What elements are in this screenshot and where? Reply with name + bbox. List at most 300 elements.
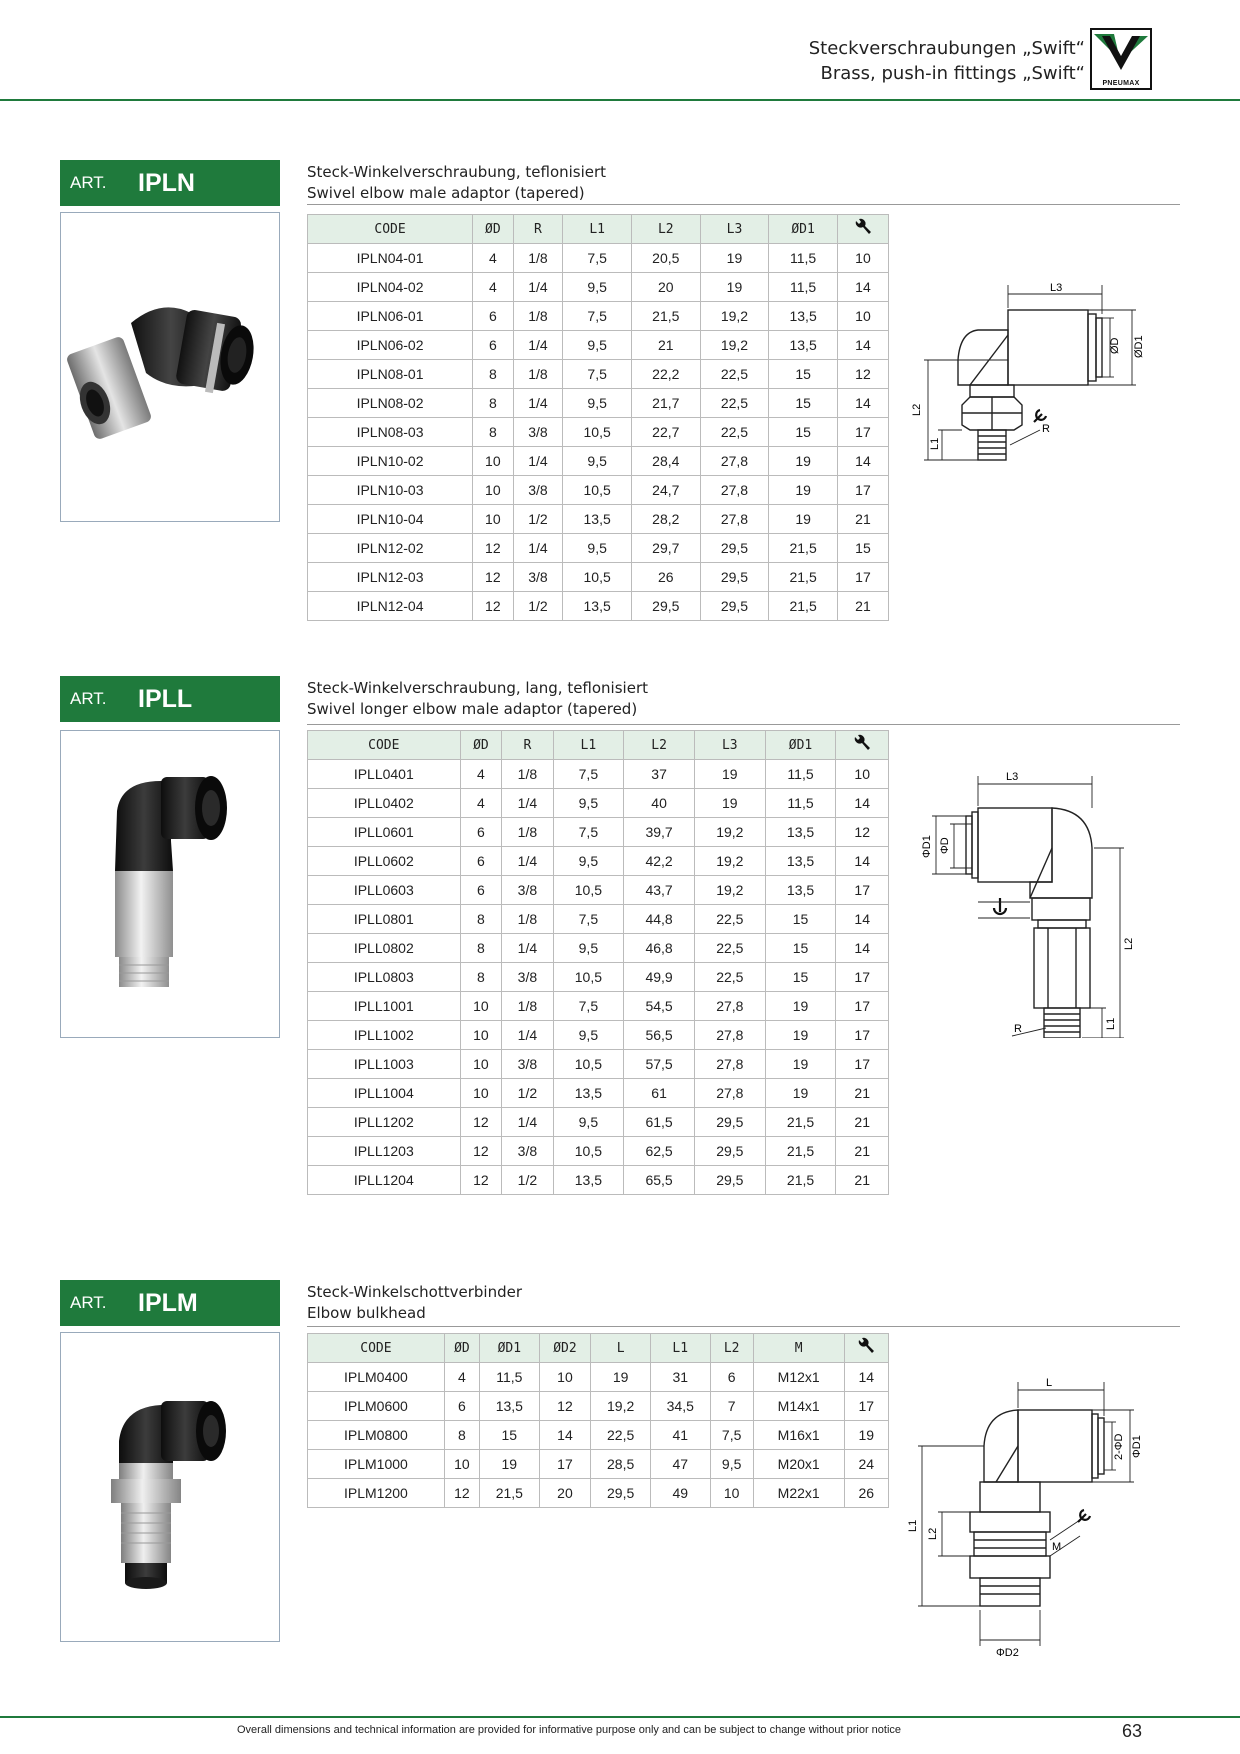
table-cell: 9,5: [553, 1108, 624, 1137]
table-cell: 22,5: [694, 963, 765, 992]
table-cell: 20: [539, 1479, 591, 1508]
table-cell: 1/8: [502, 992, 553, 1021]
table-cell: 41: [650, 1421, 710, 1450]
table-cell: 9,5: [710, 1450, 753, 1479]
column-header: L1: [553, 731, 624, 760]
wrench-icon: [837, 215, 888, 244]
table-cell: 9,5: [563, 331, 632, 360]
table-cell: 13,5: [765, 847, 836, 876]
table-cell: 15: [769, 389, 838, 418]
table-cell: 9,5: [563, 447, 632, 476]
table-row: [308, 331, 889, 360]
table-cell: 21,5: [769, 534, 838, 563]
table-cell: 22,2: [631, 360, 700, 389]
table-cell: 19: [700, 273, 769, 302]
table-cell: 10: [473, 447, 513, 476]
table-row: [308, 476, 889, 505]
table-cell: 17: [539, 1450, 591, 1479]
table-cell: 21: [836, 1166, 889, 1195]
table-cell: 14: [837, 273, 888, 302]
table-cell: 29,5: [694, 1166, 765, 1195]
logo-mark-icon: [1092, 30, 1150, 78]
table-cell: 19,2: [694, 818, 765, 847]
table-cell: 17: [844, 1392, 888, 1421]
table-cell: 14: [836, 789, 889, 818]
table-cell: 22,5: [591, 1421, 651, 1450]
table-cell: 21: [837, 592, 888, 621]
table-cell: 12: [837, 360, 888, 389]
table-row: [308, 389, 889, 418]
table-cell: 27,8: [700, 476, 769, 505]
table-cell: 9,5: [553, 934, 624, 963]
table-cell: 34,5: [650, 1392, 710, 1421]
column-header: R: [513, 215, 563, 244]
table-row: [308, 789, 889, 818]
table-row: [308, 592, 889, 621]
dim-label: L2: [1123, 937, 1135, 950]
table-cell: 29,5: [591, 1479, 651, 1508]
table-cell: 17: [836, 1050, 889, 1079]
column-header: ØD: [473, 215, 513, 244]
table-cell: 20,5: [631, 244, 700, 273]
dim-label: R: [1014, 1023, 1022, 1035]
table-cell: 21,5: [765, 1108, 836, 1137]
table-cell: 10: [460, 1079, 502, 1108]
table-cell: 19,2: [591, 1392, 651, 1421]
table-cell: 7,5: [563, 360, 632, 389]
wrench-icon: [978, 898, 1030, 918]
table-cell: 15: [769, 360, 838, 389]
table-cell: 17: [837, 476, 888, 505]
table-row: [308, 934, 889, 963]
table-cell: 28,2: [631, 505, 700, 534]
table-cell: 15: [765, 963, 836, 992]
table-cell: 10,5: [553, 963, 624, 992]
table-cell: 9,5: [553, 1021, 624, 1050]
table-cell: 10,5: [553, 1137, 624, 1166]
table-cell: 19: [765, 1079, 836, 1108]
table-cell: 1/8: [502, 818, 553, 847]
elbow-fitting-image: [61, 213, 279, 521]
table-cell: 37: [624, 760, 695, 789]
dim-label: L2: [911, 403, 923, 416]
table-cell: 1/2: [513, 505, 563, 534]
table-cell: 17: [836, 963, 889, 992]
table-row: [308, 1079, 889, 1108]
table-cell: 31: [650, 1363, 710, 1392]
product-code: IPLM0800: [308, 1421, 445, 1450]
product-code: IPLL1202: [308, 1108, 461, 1137]
product-code: IPLN12-03: [308, 563, 473, 592]
table-cell: 22,5: [700, 418, 769, 447]
table-cell: 40: [624, 789, 695, 818]
table-row: [308, 1479, 889, 1508]
bulkhead-elbow-image: [61, 1333, 279, 1641]
table-row: [308, 1450, 889, 1479]
table-cell: 10: [710, 1479, 753, 1508]
table-cell: 8: [460, 905, 502, 934]
table-cell: 7: [710, 1392, 753, 1421]
table-cell: 19: [769, 505, 838, 534]
product-code: IPLM0600: [308, 1392, 445, 1421]
table-cell: 10,5: [563, 563, 632, 592]
table-cell: 24: [844, 1450, 888, 1479]
dim-label: ØD: [1109, 337, 1121, 354]
header-rule: [0, 99, 1240, 101]
title-de: Steck-Winkelverschraubung, teflonisiert: [307, 163, 607, 181]
column-header: R: [502, 731, 553, 760]
table-cell: 65,5: [624, 1166, 695, 1195]
column-header: L1: [650, 1334, 710, 1363]
table-cell: 1/8: [513, 360, 563, 389]
product-photo: [60, 212, 280, 522]
column-header: ØD1: [480, 1334, 540, 1363]
product-code: IPLN08-01: [308, 360, 473, 389]
title-en: Swivel longer elbow male adaptor (tapered): [307, 700, 638, 718]
table-cell: 11,5: [765, 760, 836, 789]
dim-label: L: [1046, 1377, 1053, 1389]
table-cell: 13,5: [765, 876, 836, 905]
table-row: [308, 418, 889, 447]
table-row: [308, 1166, 889, 1195]
table-cell: 21,7: [631, 389, 700, 418]
table-cell: 21,5: [480, 1479, 540, 1508]
table-cell: 42,2: [624, 847, 695, 876]
table-cell: M14x1: [753, 1392, 844, 1421]
table-cell: 6: [460, 847, 502, 876]
table-cell: 1/2: [502, 1166, 553, 1195]
table-cell: 10: [460, 1050, 502, 1079]
product-code: IPLN04-01: [308, 244, 473, 273]
table-cell: 21,5: [631, 302, 700, 331]
column-header: L1: [563, 215, 632, 244]
table-cell: 8: [473, 418, 513, 447]
table-cell: 17: [836, 876, 889, 905]
table-cell: 21,5: [769, 592, 838, 621]
table-cell: 17: [836, 1021, 889, 1050]
table-cell: 14: [837, 331, 888, 360]
art-code: IPLN: [138, 169, 195, 197]
wrench-icon: [836, 731, 889, 760]
table-cell: 20: [631, 273, 700, 302]
table-cell: 61,5: [624, 1108, 695, 1137]
table-cell: 14: [836, 905, 889, 934]
table-cell: 13,5: [563, 505, 632, 534]
table-header-row: [308, 1334, 889, 1363]
column-header: ØD1: [765, 731, 836, 760]
table-cell: 13,5: [765, 818, 836, 847]
table-cell: 17: [837, 563, 888, 592]
table-cell: 27,8: [694, 1050, 765, 1079]
table-cell: 21: [836, 1079, 889, 1108]
table-cell: 6: [473, 331, 513, 360]
dim-label: L1: [1105, 1017, 1117, 1030]
table-cell: 9,5: [563, 534, 632, 563]
table-cell: 21,5: [769, 563, 838, 592]
art-label-bar: [60, 1280, 280, 1326]
product-code: IPLM0400: [308, 1363, 445, 1392]
column-header: ØD1: [769, 215, 838, 244]
table-cell: 14: [539, 1421, 591, 1450]
table-cell: 27,8: [694, 1021, 765, 1050]
product-code: IPLL0602: [308, 847, 461, 876]
dim-label: L1: [929, 437, 941, 450]
table-cell: 10: [473, 476, 513, 505]
table-cell: 9,5: [563, 273, 632, 302]
table-cell: 8: [460, 934, 502, 963]
column-header: L2: [631, 215, 700, 244]
page-header: [809, 36, 1085, 86]
table-cell: 7,5: [710, 1421, 753, 1450]
title-rule: [307, 204, 1180, 205]
table-cell: 19: [844, 1421, 888, 1450]
table-cell: 29,5: [631, 592, 700, 621]
product-code: IPLN04-02: [308, 273, 473, 302]
table-cell: 1/2: [513, 592, 563, 621]
art-code: IPLL: [138, 685, 193, 713]
table-cell: 10,5: [563, 418, 632, 447]
table-cell: 10: [539, 1363, 591, 1392]
table-cell: 6: [460, 876, 502, 905]
table-row: [308, 905, 889, 934]
column-header: L2: [624, 731, 695, 760]
column-header: ØD2: [539, 1334, 591, 1363]
table-cell: 17: [836, 992, 889, 1021]
dim-label: ΦD1: [1131, 1435, 1143, 1458]
table-cell: 12: [836, 818, 889, 847]
column-header: CODE: [308, 1334, 445, 1363]
table-cell: 13,5: [480, 1392, 540, 1421]
table-cell: 22,5: [700, 389, 769, 418]
art-prefix: ART.: [70, 173, 107, 192]
table-cell: 19: [769, 447, 838, 476]
table-row: [308, 847, 889, 876]
header-title-de: Steckverschraubungen „Swift“: [808, 38, 1085, 59]
table-row: [308, 1137, 889, 1166]
table-cell: 12: [539, 1392, 591, 1421]
table-cell: 26: [631, 563, 700, 592]
table-cell: 1/8: [502, 905, 553, 934]
table-cell: 12: [473, 534, 513, 563]
table-cell: 11,5: [765, 789, 836, 818]
product-code: IPLL1004: [308, 1079, 461, 1108]
table-cell: 19,2: [700, 302, 769, 331]
table-cell: 3/8: [513, 563, 563, 592]
column-header: ØD: [444, 1334, 479, 1363]
title-rule: [307, 724, 1180, 725]
table-cell: 9,5: [563, 389, 632, 418]
page-number: 63: [1122, 1721, 1143, 1741]
table-cell: 12: [460, 1166, 502, 1195]
dim-label: ΦD2: [996, 1647, 1019, 1659]
table-cell: 27,8: [694, 1079, 765, 1108]
table-cell: 1/4: [513, 389, 563, 418]
table-cell: 24,7: [631, 476, 700, 505]
table-cell: 29,7: [631, 534, 700, 563]
dim-label: L2: [927, 1527, 939, 1540]
table-cell: 8: [444, 1421, 479, 1450]
table-cell: 10: [460, 992, 502, 1021]
table-cell: 1/4: [513, 273, 563, 302]
table-cell: 15: [765, 905, 836, 934]
product-code: IPLL1203: [308, 1137, 461, 1166]
title-rule: [307, 1326, 1180, 1327]
table-cell: 13,5: [563, 592, 632, 621]
title-en: Swivel elbow male adaptor (tapered): [307, 184, 585, 202]
dim-label: ΦD: [939, 837, 951, 854]
table-cell: 3/8: [502, 963, 553, 992]
table-cell: 6: [473, 302, 513, 331]
product-code: IPLL0402: [308, 789, 461, 818]
product-code: IPLL1001: [308, 992, 461, 1021]
table-cell: 1/4: [513, 447, 563, 476]
table-cell: 29,5: [694, 1108, 765, 1137]
product-code: IPLN10-03: [308, 476, 473, 505]
table-cell: 10,5: [553, 1050, 624, 1079]
product-code: IPLM1000: [308, 1450, 445, 1479]
column-header: L: [591, 1334, 651, 1363]
table-cell: 4: [460, 789, 502, 818]
table-row: [308, 244, 889, 273]
art-label-bar: [60, 676, 280, 722]
table-cell: 19: [694, 789, 765, 818]
logo-text: PNEUMAX: [1102, 80, 1140, 87]
table-row: [308, 1421, 889, 1450]
table-cell: 14: [836, 934, 889, 963]
header-title-en: Brass, push-in fittings „Swift“: [820, 63, 1085, 84]
art-prefix: ART.: [70, 1293, 107, 1312]
table-cell: 8: [473, 360, 513, 389]
table-cell: 6: [444, 1392, 479, 1421]
table-cell: 15: [769, 418, 838, 447]
table-cell: 10: [837, 302, 888, 331]
table-row: [308, 1108, 889, 1137]
column-header: L3: [694, 731, 765, 760]
wrench-icon: [1078, 1510, 1090, 1522]
table-cell: 19,2: [700, 331, 769, 360]
table-cell: 22,7: [631, 418, 700, 447]
table-cell: 28,4: [631, 447, 700, 476]
table-cell: 15: [480, 1421, 540, 1450]
table-cell: 1/4: [502, 1108, 553, 1137]
product-code: IPLM1200: [308, 1479, 445, 1508]
dim-label: 2-ΦD: [1113, 1433, 1125, 1460]
table-cell: 22,5: [694, 934, 765, 963]
dim-label: ΦD1: [921, 835, 933, 858]
column-header: L3: [700, 215, 769, 244]
art-code: IPLM: [138, 1289, 198, 1317]
table-cell: 4: [473, 273, 513, 302]
product-code: IPLL0801: [308, 905, 461, 934]
technical-drawing: [900, 270, 1150, 500]
table-cell: 62,5: [624, 1137, 695, 1166]
art-label-bar: [60, 160, 280, 206]
table-cell: 7,5: [553, 992, 624, 1021]
column-header: L2: [710, 1334, 753, 1363]
table-cell: 13,5: [769, 302, 838, 331]
product-code: IPLL0603: [308, 876, 461, 905]
table-cell: 3/8: [513, 476, 563, 505]
product-code: IPLL1003: [308, 1050, 461, 1079]
title-de: Steck-Winkelverschraubung, lang, teflonisiert: [307, 679, 648, 697]
technical-drawing: [910, 758, 1150, 1038]
table-cell: 21: [836, 1108, 889, 1137]
table-cell: 56,5: [624, 1021, 695, 1050]
dim-label: R: [1042, 423, 1050, 435]
table-cell: 1/4: [513, 331, 563, 360]
table-cell: 15: [765, 934, 836, 963]
pneumax-logo: [1090, 28, 1152, 90]
product-code: IPLN06-02: [308, 331, 473, 360]
table-cell: 47: [650, 1450, 710, 1479]
table-cell: 13,5: [553, 1166, 624, 1195]
table-cell: 21: [837, 505, 888, 534]
table-cell: 21: [631, 331, 700, 360]
table-cell: 7,5: [553, 818, 624, 847]
table-cell: 22,5: [700, 360, 769, 389]
table-cell: 19: [591, 1363, 651, 1392]
technical-drawing: [900, 1360, 1145, 1660]
dim-label: L3: [1006, 771, 1019, 783]
table-cell: 13,5: [769, 331, 838, 360]
table-cell: 7,5: [553, 760, 624, 789]
table-cell: 19: [769, 476, 838, 505]
table-row: [308, 273, 889, 302]
table-cell: 1/8: [513, 302, 563, 331]
table-cell: 19: [765, 992, 836, 1021]
table-cell: 39,7: [624, 818, 695, 847]
table-cell: 14: [837, 389, 888, 418]
table-row: [308, 760, 889, 789]
table-cell: 1/4: [502, 847, 553, 876]
table-cell: 54,5: [624, 992, 695, 1021]
table-cell: 1/8: [513, 244, 563, 273]
table-cell: 3/8: [513, 418, 563, 447]
table-cell: 27,8: [694, 992, 765, 1021]
table-cell: 15: [837, 534, 888, 563]
table-cell: 10,5: [563, 476, 632, 505]
table-row: [308, 876, 889, 905]
section-title: [307, 1282, 522, 1324]
product-code: IPLL1002: [308, 1021, 461, 1050]
table-cell: M20x1: [753, 1450, 844, 1479]
table-cell: 11,5: [480, 1363, 540, 1392]
table-cell: 4: [460, 760, 502, 789]
table-row: [308, 992, 889, 1021]
table-cell: 8: [460, 963, 502, 992]
table-cell: M22x1: [753, 1479, 844, 1508]
product-code: IPLL1204: [308, 1166, 461, 1195]
product-code: IPLN08-03: [308, 418, 473, 447]
table-cell: 11,5: [769, 273, 838, 302]
table-row: [308, 818, 889, 847]
table-cell: 10: [444, 1450, 479, 1479]
product-code: IPLL0601: [308, 818, 461, 847]
product-code: IPLN10-02: [308, 447, 473, 476]
table-cell: 12: [473, 592, 513, 621]
product-code: IPLN08-02: [308, 389, 473, 418]
table-row: [308, 360, 889, 389]
table-cell: 7,5: [553, 905, 624, 934]
spec-table: [307, 730, 889, 1195]
table-row: [308, 1050, 889, 1079]
section-title: [307, 162, 606, 204]
table-cell: 46,8: [624, 934, 695, 963]
table-cell: 29,5: [700, 534, 769, 563]
table-cell: 19,2: [694, 847, 765, 876]
table-cell: 3/8: [502, 1050, 553, 1079]
table-cell: 14: [844, 1363, 888, 1392]
